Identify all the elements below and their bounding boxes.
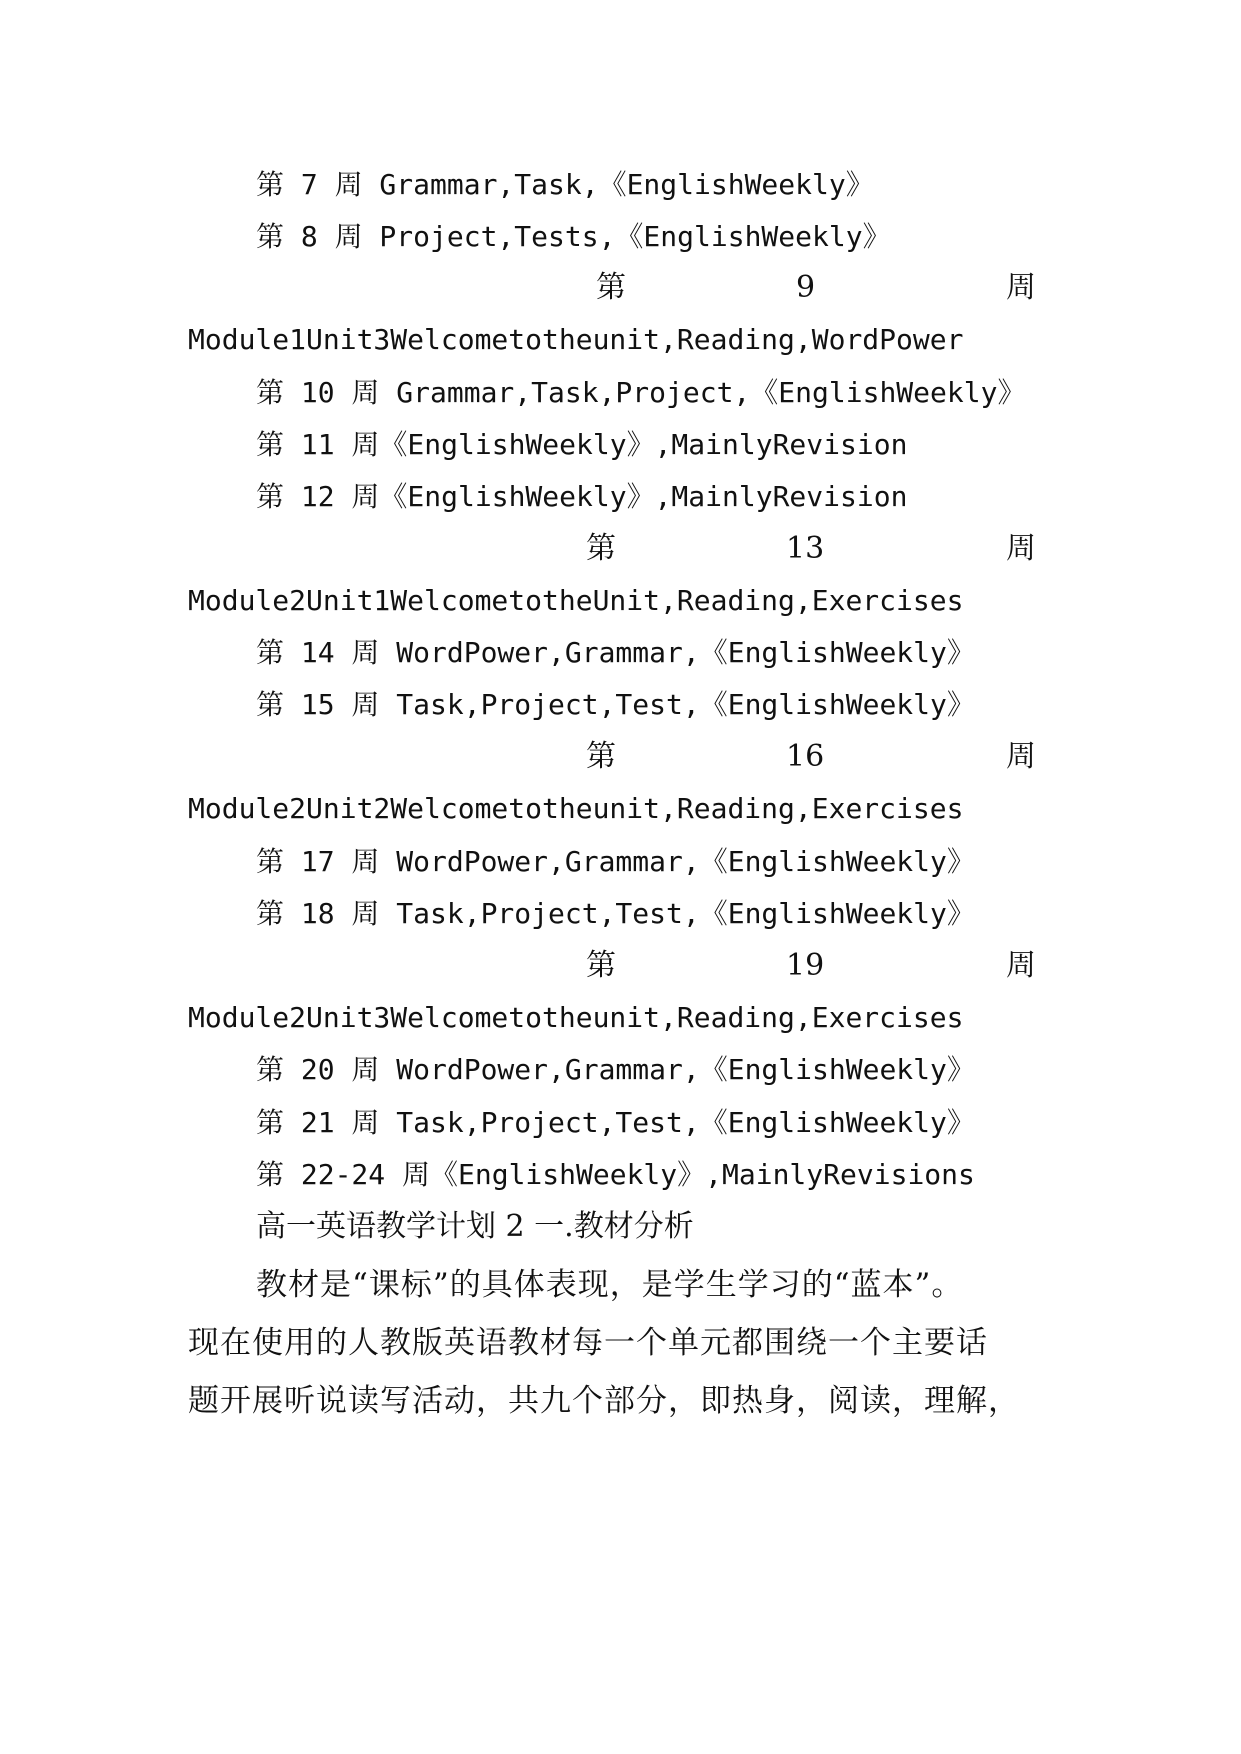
week-11-line: 第 11 周《EnglishWeekly》,MainlyRevision xyxy=(256,428,908,461)
week-16-heading xyxy=(256,737,1048,777)
week-20-line: 第 20 周 WordPower,Grammar,《EnglishWeekly》 xyxy=(256,1053,975,1086)
week-10-line: 第 10 周 Grammar,Task,Project,《EnglishWeekly》 xyxy=(256,376,1026,409)
week-19-heading xyxy=(256,946,1048,986)
week-number: 16 xyxy=(786,739,825,774)
week-suffix: 周 xyxy=(1006,270,1036,305)
paragraph-line-1: 教材是“课标”的具体表现，是学生学习的“蓝本”。 xyxy=(256,1267,964,1303)
week-prefix: 第 xyxy=(586,948,616,983)
section-heading: 高一英语教学计划 2 一.教材分析 xyxy=(256,1209,694,1244)
week-suffix: 周 xyxy=(1006,531,1036,566)
week-9-content: Module1Unit3Welcometotheunit,Reading,WordPower xyxy=(188,323,964,356)
week-prefix: 第 xyxy=(586,531,616,566)
paragraph-line-3: 题开展听说读写活动，共九个部分，即热身，阅读，理解， xyxy=(188,1383,1020,1419)
week-number: 19 xyxy=(786,948,825,983)
week-14-line: 第 14 周 WordPower,Grammar,《EnglishWeekly》 xyxy=(256,636,975,669)
week-prefix: 第 xyxy=(586,739,616,774)
week-12-line: 第 12 周《EnglishWeekly》,MainlyRevision xyxy=(256,480,908,513)
paragraph-line-2: 现在使用的人教版英语教材每一个单元都围绕一个主要话 xyxy=(188,1325,988,1361)
week-19-content: Module2Unit3Welcometotheunit,Reading,Exercises xyxy=(188,1001,964,1034)
week-22-24-line: 第 22-24 周《EnglishWeekly》,MainlyRevisions xyxy=(256,1158,975,1191)
week-18-line: 第 18 周 Task,Project,Test,《EnglishWeekly》 xyxy=(256,897,975,930)
week-suffix: 周 xyxy=(1006,739,1036,774)
week-prefix: 第 xyxy=(596,270,626,305)
week-16-content: Module2Unit2Welcometotheunit,Reading,Exercises xyxy=(188,792,964,825)
week-number: 9 xyxy=(796,270,816,305)
week-number: 13 xyxy=(786,531,825,566)
week-9-heading xyxy=(256,268,1048,308)
week-7-line: 第 7 周 Grammar,Task,《EnglishWeekly》 xyxy=(256,168,874,201)
week-8-line: 第 8 周 Project,Tests,《EnglishWeekly》 xyxy=(256,220,891,253)
week-21-line: 第 21 周 Task,Project,Test,《EnglishWeekly》 xyxy=(256,1106,975,1139)
week-15-line: 第 15 周 Task,Project,Test,《EnglishWeekly》 xyxy=(256,688,975,721)
week-17-line: 第 17 周 WordPower,Grammar,《EnglishWeekly》 xyxy=(256,845,975,878)
week-suffix: 周 xyxy=(1006,948,1036,983)
week-13-content: Module2Unit1WelcometotheUnit,Reading,Exercises xyxy=(188,584,964,617)
week-13-heading xyxy=(256,529,1048,569)
